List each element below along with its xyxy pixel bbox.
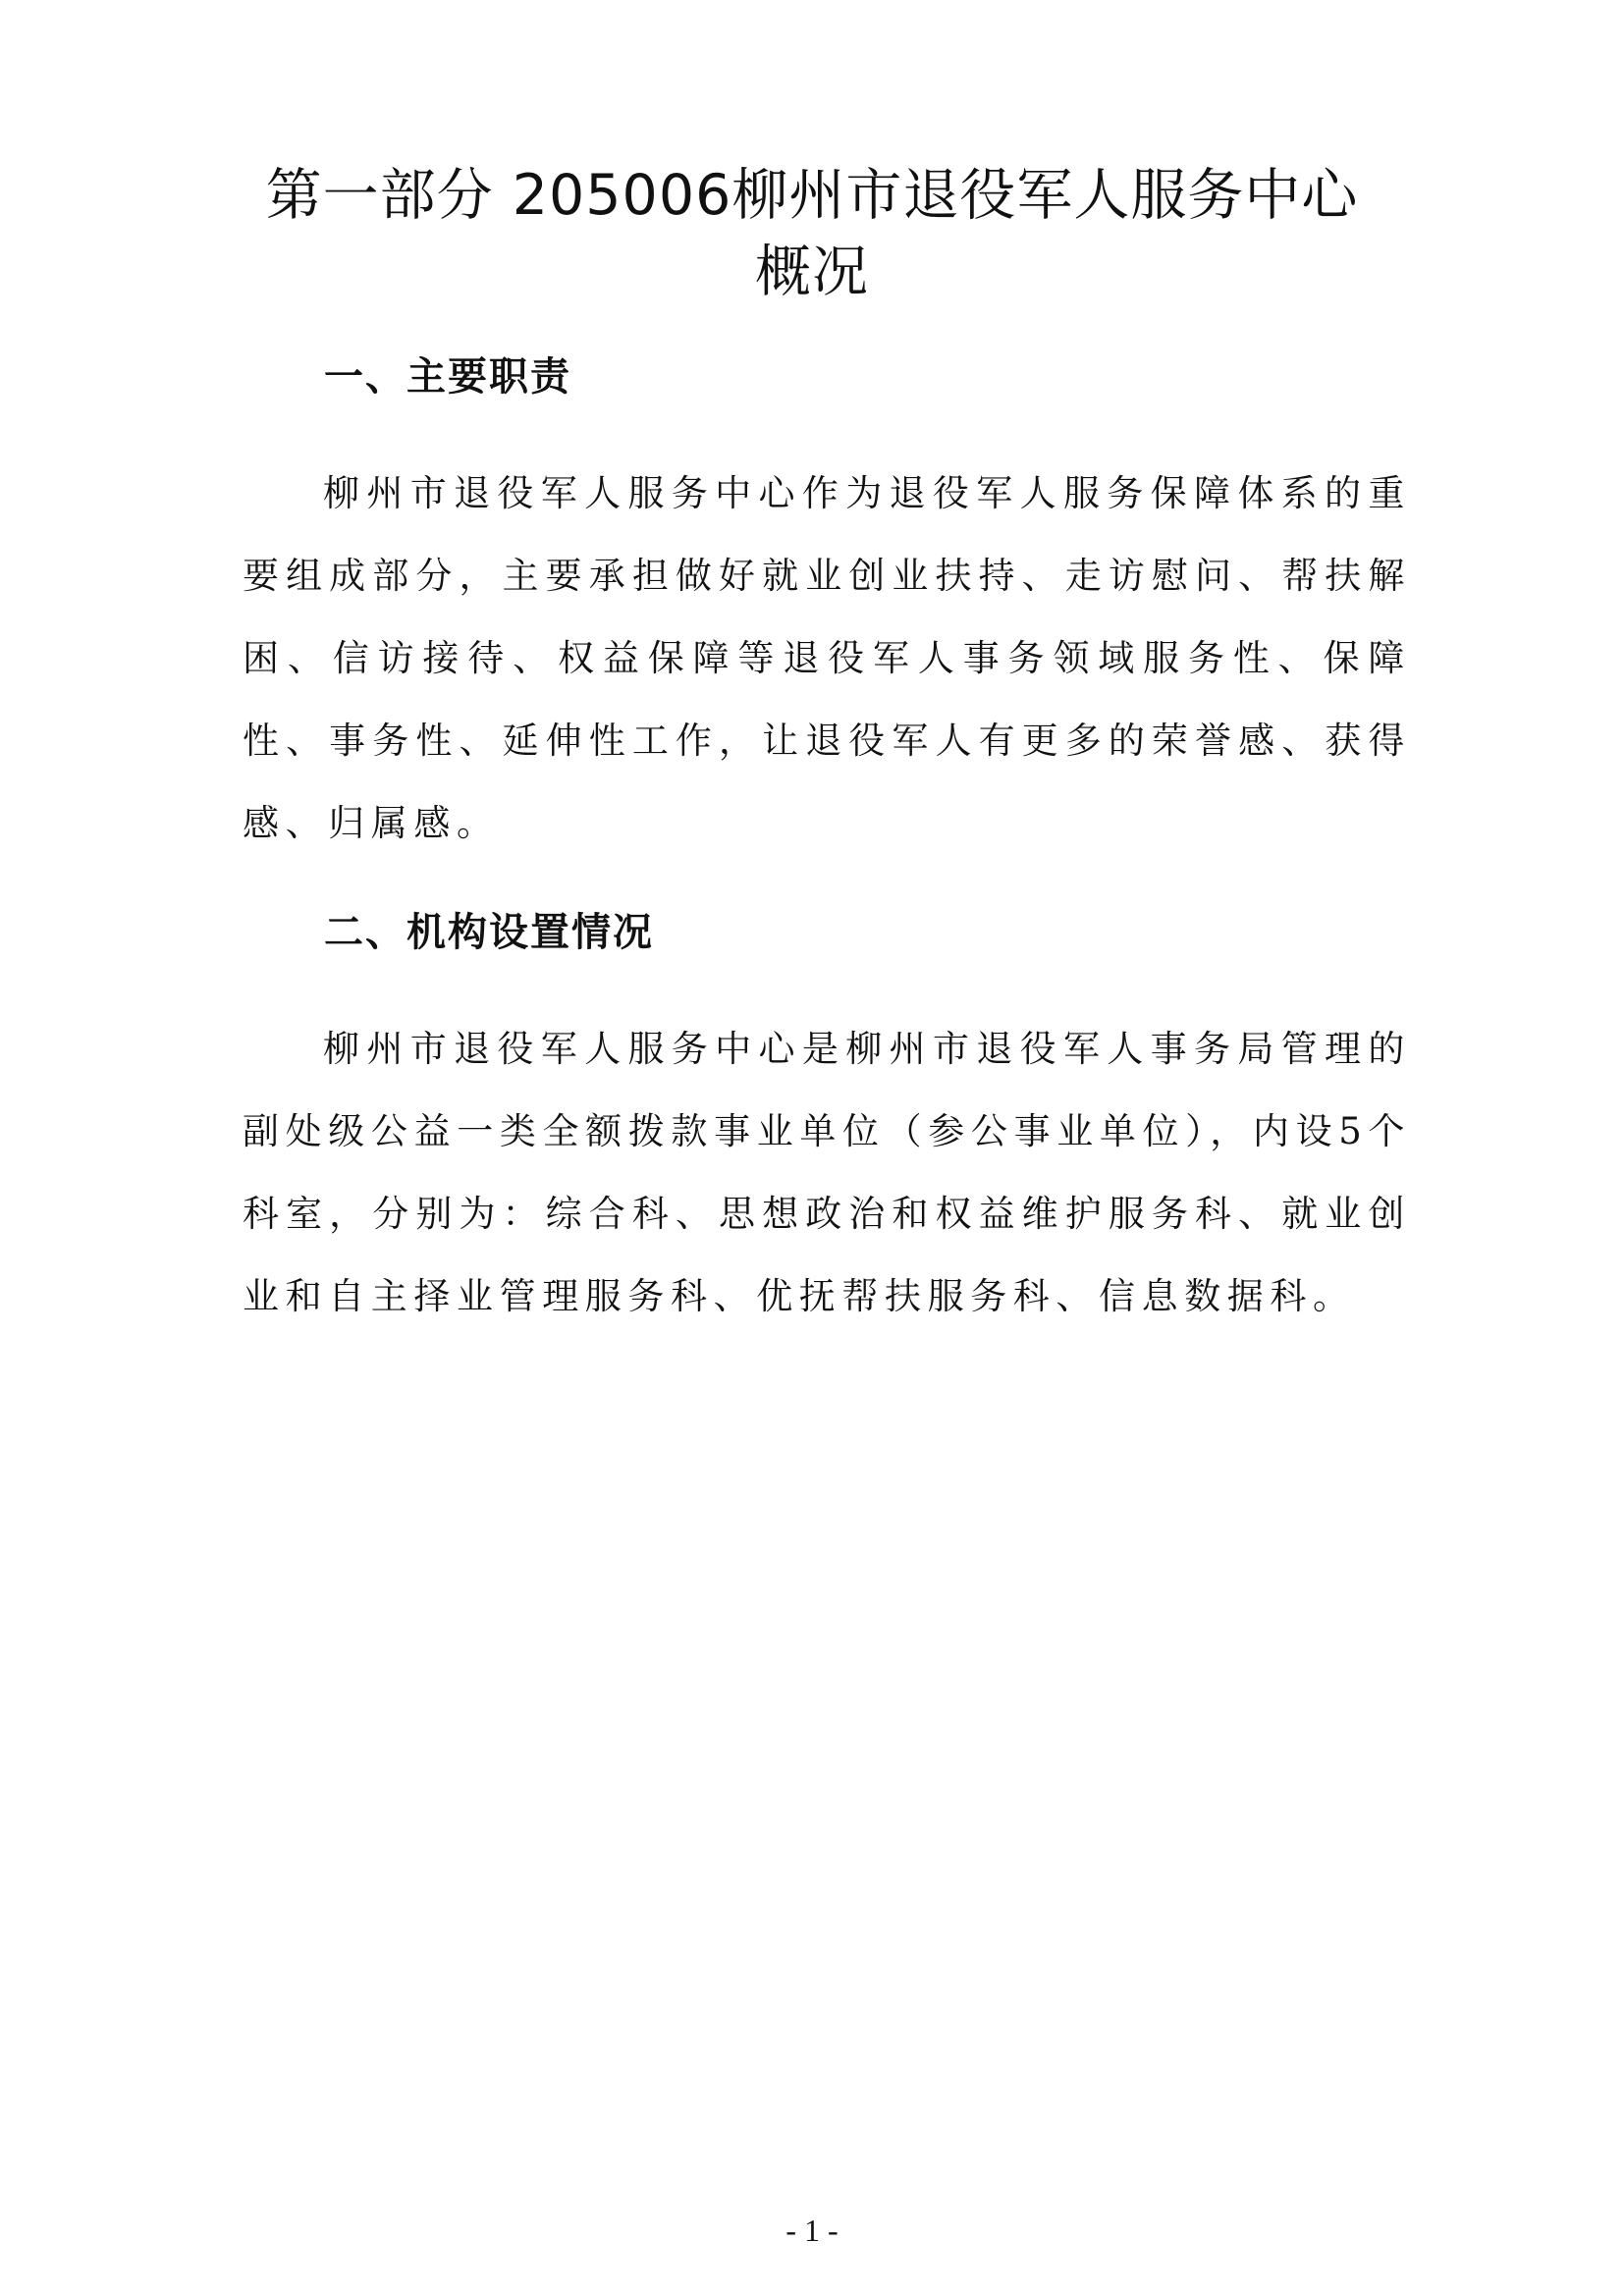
section-heading-organization: 二、机构设置情况	[324, 910, 654, 955]
section-paragraph-organization: 柳州市退役军人服务中心是柳州市退役军人事务局管理的副处级公益一类全额拨款事业单位（参公事业单位），内设5个科室，分别为：综合科、思想政治和权益维护服务科、就业创业和自主择业管理服务科、优抚帮扶服务科、信息数据科。	[243, 1028, 1411, 1317]
page-number: - 1 -	[785, 2213, 839, 2248]
page-title-line-1: 第一部分 205006柳州市退役军人服务中心	[265, 163, 1359, 228]
page-title-line-2: 概况	[755, 240, 869, 304]
section-heading-main-duties: 一、主要职责	[324, 354, 571, 400]
page-title	[226, 157, 1398, 310]
section-paragraph-main-duties: 柳州市退役军人服务中心作为退役军人服务保障体系的重要组成部分，主要承担做好就业创业扶持、走访慰问、帮扶解困、信访接待、权益保障等退役军人事务领域服务性、保障性、事务性、延伸性工作，让退役军人有更多的荣誉感、获得感、归属感。	[243, 472, 1411, 844]
